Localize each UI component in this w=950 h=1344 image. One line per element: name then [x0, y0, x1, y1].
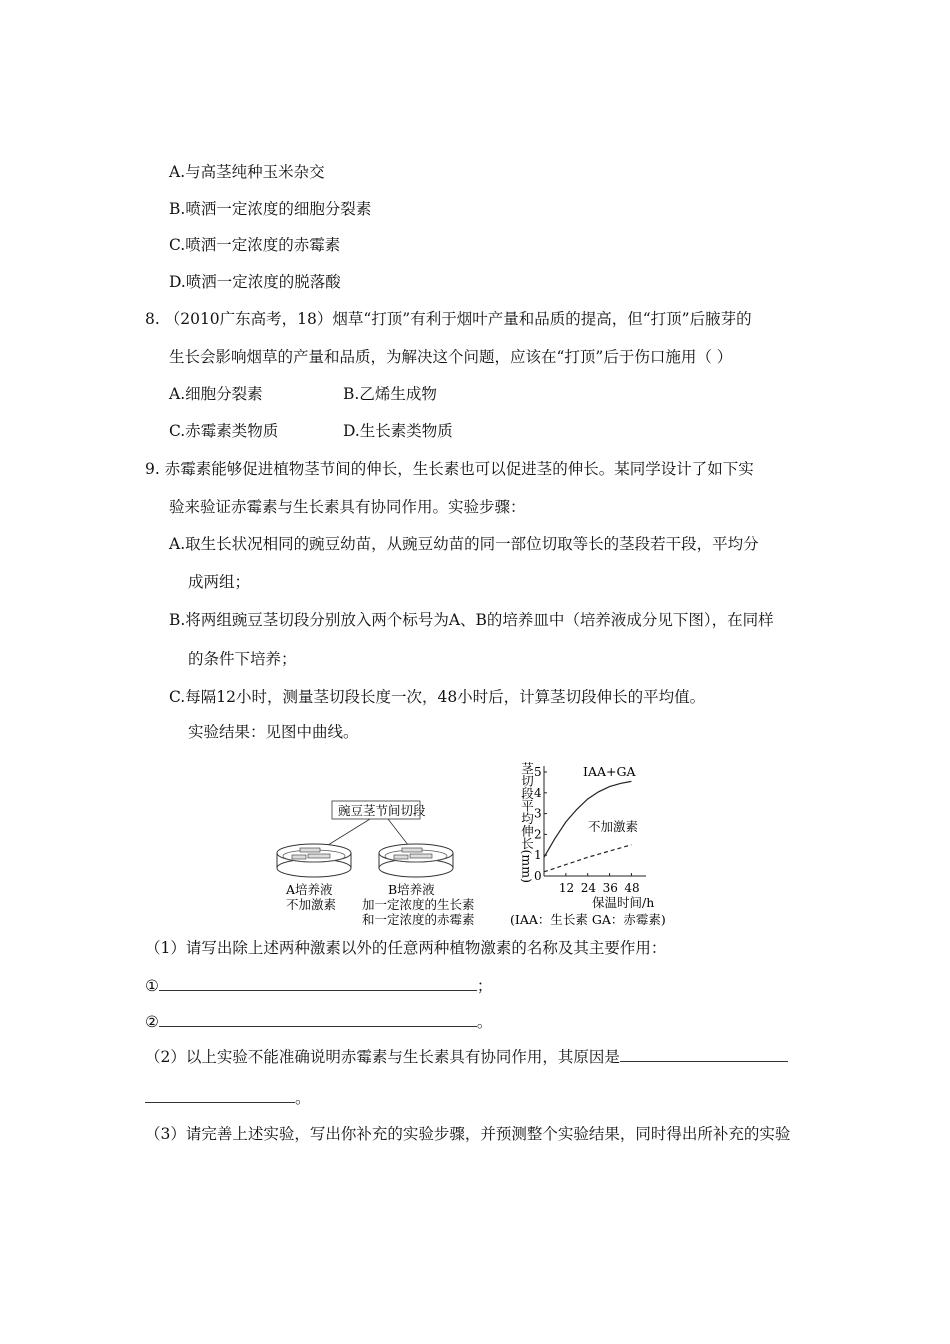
series-line-1: [544, 845, 631, 872]
y-tick-label: 1: [534, 848, 542, 863]
y-tick-label: 4: [534, 785, 542, 800]
x-tick-label: 12: [558, 881, 575, 895]
dish-b-label-1: B培养液: [388, 882, 435, 897]
blank-1[interactable]: [159, 976, 477, 991]
series-label-iaa-ga: IAA+GA: [583, 764, 636, 779]
chart-xlabel: 保温时间/h: [592, 895, 655, 910]
answer-line-3b[interactable]: [145, 1088, 311, 1108]
answer-end-2: 。: [476, 1013, 493, 1031]
q8-option-b: B.乙烯生成物: [343, 385, 437, 403]
series-label-no-hormone: 不加激素: [588, 819, 639, 834]
blank-3[interactable]: [620, 1047, 788, 1062]
answer-end-3: 。: [295, 1089, 311, 1107]
figure-caption: (IAA：生长素 GA：赤霉素): [510, 912, 666, 927]
dish-a-label-2: 不加激素: [286, 897, 337, 912]
q8-stem-line1: 8. （2010广东高考，18）烟草“打顶”有利于烟叶产量和品质的提高，但“打顶”后腋芽的: [145, 310, 752, 328]
experiment-figure: [270, 758, 710, 933]
q8-option-a: A.细胞分裂素: [169, 385, 263, 403]
q8-option-d: D.生长素类物质: [343, 422, 453, 440]
petri-dish-b: [379, 844, 453, 877]
q9-step-c: C.每隔12小时，测量茎切段长度一次，48小时后，计算茎切段伸长的平均值。: [169, 688, 706, 706]
q9-step-b-line2: 的条件下培养；: [188, 650, 297, 668]
dish-b-label-2: 加一定浓度的生长素: [362, 897, 475, 912]
answer-mark-2: ②: [145, 1013, 159, 1031]
q9-sub2: [145, 1047, 788, 1067]
q9-stem-line2: 验来验证赤霉素与生长素具有协同作用。实验步骤：: [169, 498, 526, 516]
elongation-chart: [520, 761, 655, 910]
q7-option-c: C.喷洒一定浓度的赤霉素: [169, 236, 341, 254]
y-tick-label: 2: [534, 827, 542, 842]
x-tick-label: 48: [624, 881, 640, 895]
q9-sub2-text: （2）以上实验不能准确说明赤霉素与生长素具有协同作用，其原因是: [145, 1048, 620, 1066]
q9-step-a-line1: A.取生长状况相同的豌豆幼苗，从豌豆幼苗的同一部位切取等长的茎段若干段，平均分: [169, 535, 759, 553]
petri-dish-a: [277, 844, 351, 877]
blank-2[interactable]: [159, 1012, 477, 1027]
q9-step-a-line2: 成两组；: [188, 573, 251, 591]
y-tick-label: 0: [534, 869, 542, 883]
q7-option-d: D.喷洒一定浓度的脱落酸: [169, 273, 341, 291]
x-tick-label: 36: [602, 881, 618, 895]
y-tick-label: 5: [534, 765, 542, 779]
blank-3b[interactable]: [145, 1088, 295, 1103]
chart-ylabel: 茎切段平均伸长(mm): [519, 762, 535, 883]
q9-sub1: （1）请写出除上述两种激素以外的任意两种植物激素的名称及其主要作用：: [145, 939, 667, 957]
q9-sub3: （3）请完善上述实验，写出你补充的实验步骤，并预测整个实验结果，同时得出所补充的实验: [145, 1125, 791, 1143]
q7-option-b: B.喷洒一定浓度的细胞分裂素: [169, 200, 372, 218]
y-tick-label: 3: [534, 806, 542, 821]
q7-option-a: A.与高茎纯种玉米杂交: [169, 163, 325, 181]
answer-mark-1: ①: [145, 977, 159, 995]
dish-a-label-1: A培养液: [286, 882, 333, 897]
q9-result: 实验结果：见图中曲线。: [188, 723, 359, 741]
dish-b-label-3: 和一定浓度的赤霉素: [362, 912, 475, 927]
dish-title: 豌豆茎节间切段: [338, 803, 426, 818]
q9-stem-line1: 9. 赤霉素能够促进植物茎节间的伸长，生长素也可以促进茎的伸长。某同学设计了如下实: [145, 460, 754, 478]
x-tick-label: 24: [580, 881, 596, 895]
answer-line-1[interactable]: [145, 976, 492, 996]
q9-step-b-line1: B.将两组豌豆茎切段分别放入两个标号为A、B的培养皿中（培养液成分见下图），在同样: [169, 611, 774, 629]
q8-stem-line2: 生长会影响烟草的产量和品质，为解决这个问题，应该在“打顶”后于伤口施用（ ）: [169, 348, 733, 366]
answer-end-1: ；: [476, 977, 493, 995]
answer-line-2[interactable]: [145, 1012, 492, 1032]
q8-option-c: C.赤霉素类物质: [169, 422, 279, 440]
